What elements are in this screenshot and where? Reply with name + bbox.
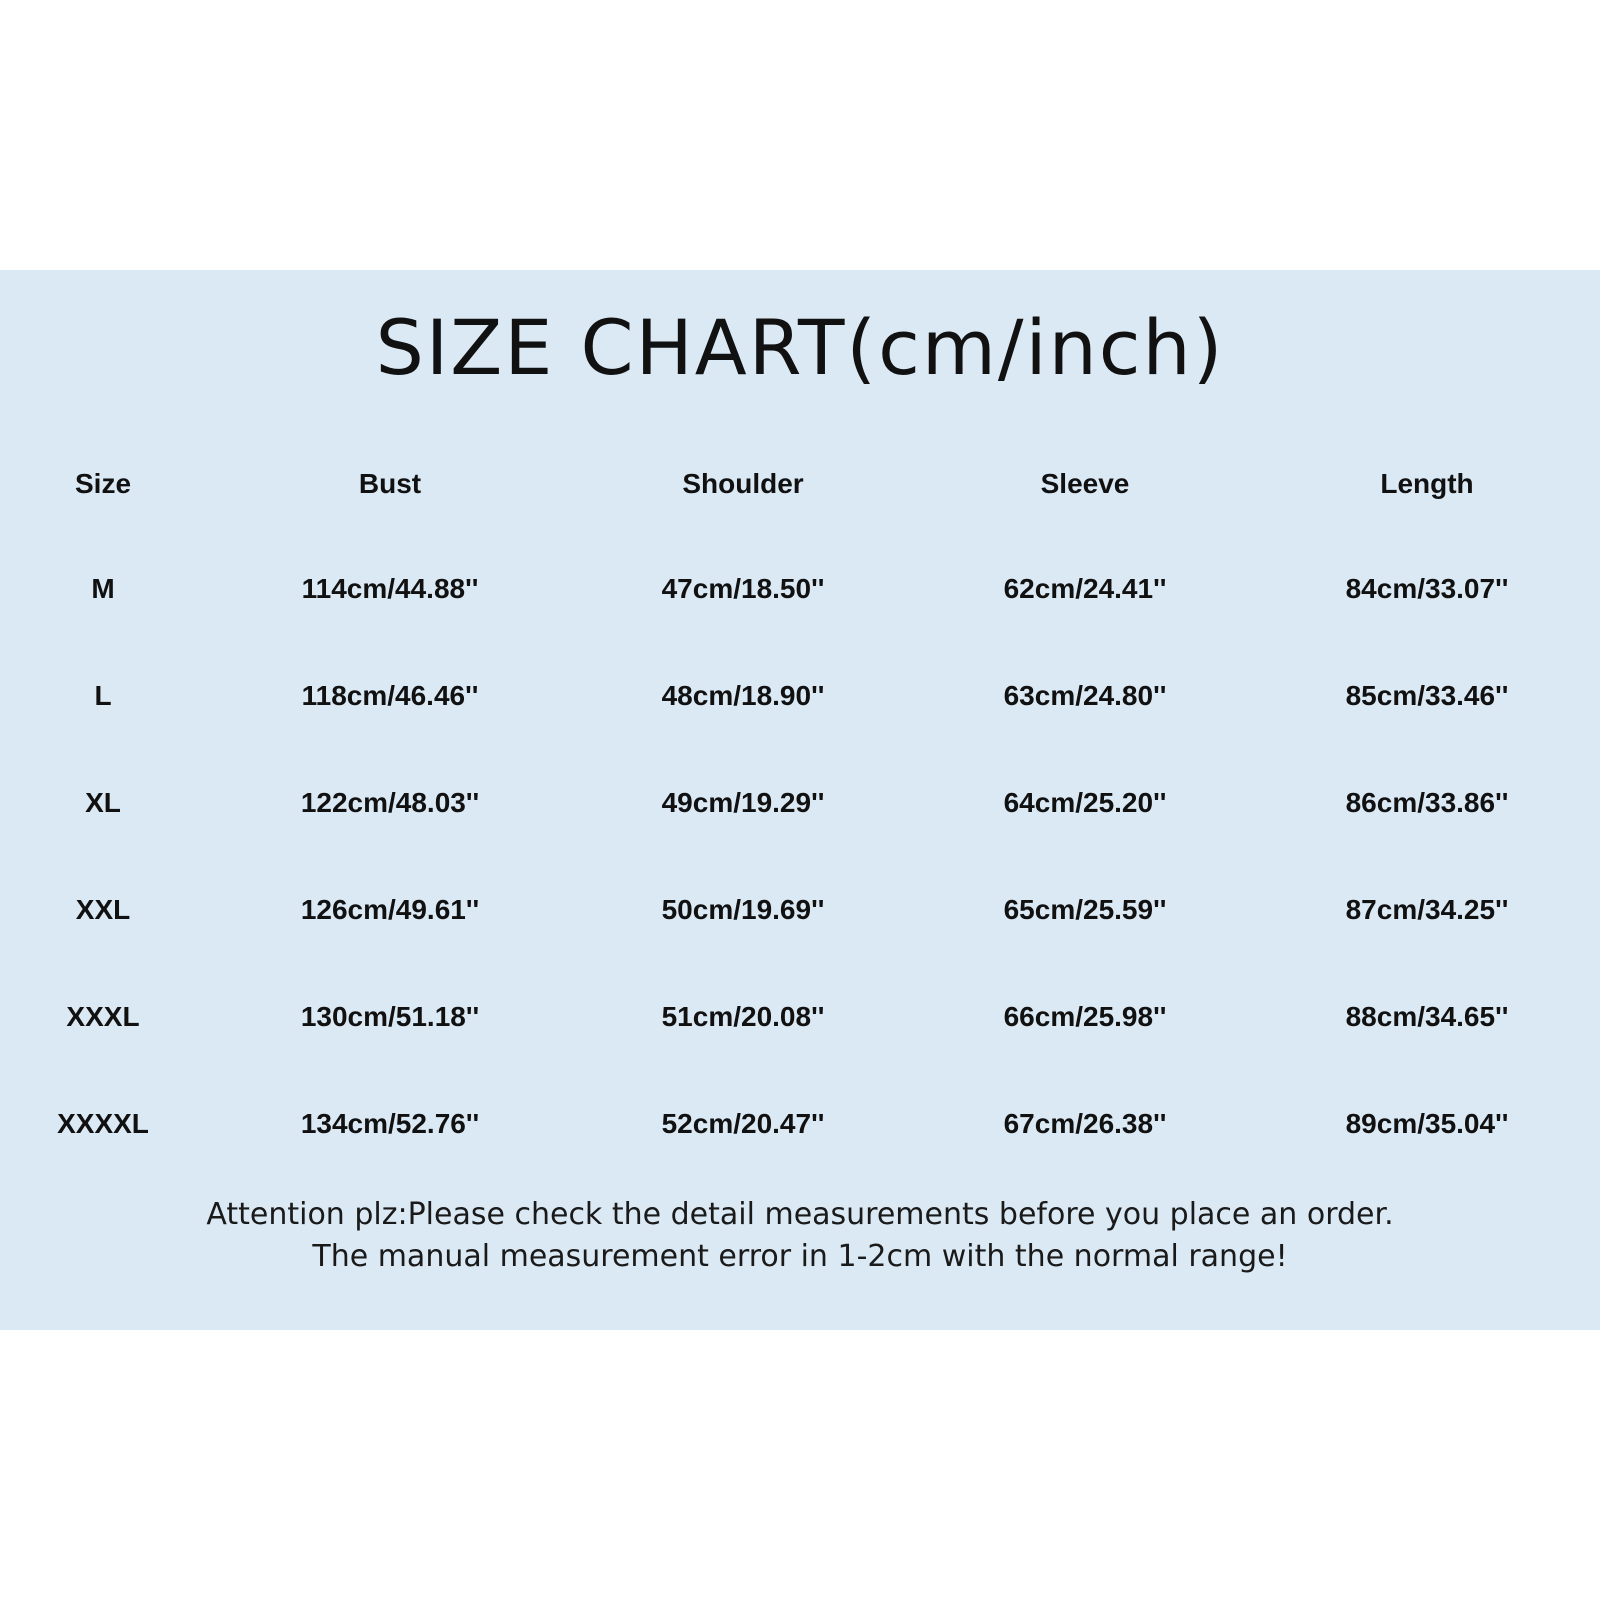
table-cell-bust: 122cm/48.03'' (300, 787, 480, 818)
table-cell-length: 87cm/34.25'' (1345, 894, 1509, 925)
table-cell-sleeve: 62cm/24.41'' (1003, 573, 1167, 604)
table-cell-length: 88cm/34.65'' (1345, 1001, 1509, 1032)
table-cell-size: L (94, 680, 112, 711)
column-header-bust: Bust (358, 468, 422, 499)
table-cell-sleeve: 67cm/26.38'' (1003, 1108, 1167, 1139)
table-cell-bust: 130cm/51.18'' (300, 1001, 480, 1032)
table-cell-shoulder: 47cm/18.50'' (661, 573, 825, 604)
column-header-size: Size (74, 468, 132, 499)
table-cell-bust: 118cm/46.46'' (301, 680, 479, 711)
table-cell-bust: 126cm/49.61'' (300, 894, 480, 925)
column-header-sleeve: Sleeve (1040, 468, 1130, 499)
table-cell-length: 86cm/33.86'' (1345, 787, 1509, 818)
table-cell-length: 84cm/33.07'' (1345, 573, 1509, 604)
table-cell-shoulder: 49cm/19.29'' (661, 787, 825, 818)
table-cell-sleeve: 63cm/24.80'' (1003, 680, 1167, 711)
table-cell-size: M (91, 573, 115, 604)
table-cell-bust: 134cm/52.76'' (300, 1108, 480, 1139)
table-cell-size: XL (85, 787, 121, 818)
table-cell-size: XXL (75, 894, 131, 925)
table-cell-shoulder: 52cm/20.47'' (661, 1108, 825, 1139)
table-cell-shoulder: 48cm/18.90'' (661, 680, 825, 711)
size-chart-title: SIZE CHART(cm/inch) (375, 303, 1225, 392)
table-cell-size: XXXL (66, 1001, 140, 1032)
table-cell-size: XXXXL (57, 1108, 149, 1139)
column-header-shoulder: Shoulder (682, 468, 804, 499)
attention-note: Attention plz:Please check the detail measurements before you place an order. (206, 1197, 1394, 1232)
column-header-length: Length (1380, 468, 1474, 499)
table-cell-length: 89cm/35.04'' (1345, 1108, 1509, 1139)
table-cell-bust: 114cm/44.88'' (301, 573, 479, 604)
table-cell-length: 85cm/33.46'' (1345, 680, 1509, 711)
size-chart-panel (0, 270, 1600, 1330)
measurement-error-note: The manual measurement error in 1-2cm with the normal range! (312, 1239, 1288, 1274)
table-cell-sleeve: 65cm/25.59'' (1003, 894, 1167, 925)
table-cell-shoulder: 51cm/20.08'' (661, 1001, 825, 1032)
table-cell-sleeve: 66cm/25.98'' (1003, 1001, 1167, 1032)
table-cell-sleeve: 64cm/25.20'' (1003, 787, 1167, 818)
table-cell-shoulder: 50cm/19.69'' (661, 894, 825, 925)
